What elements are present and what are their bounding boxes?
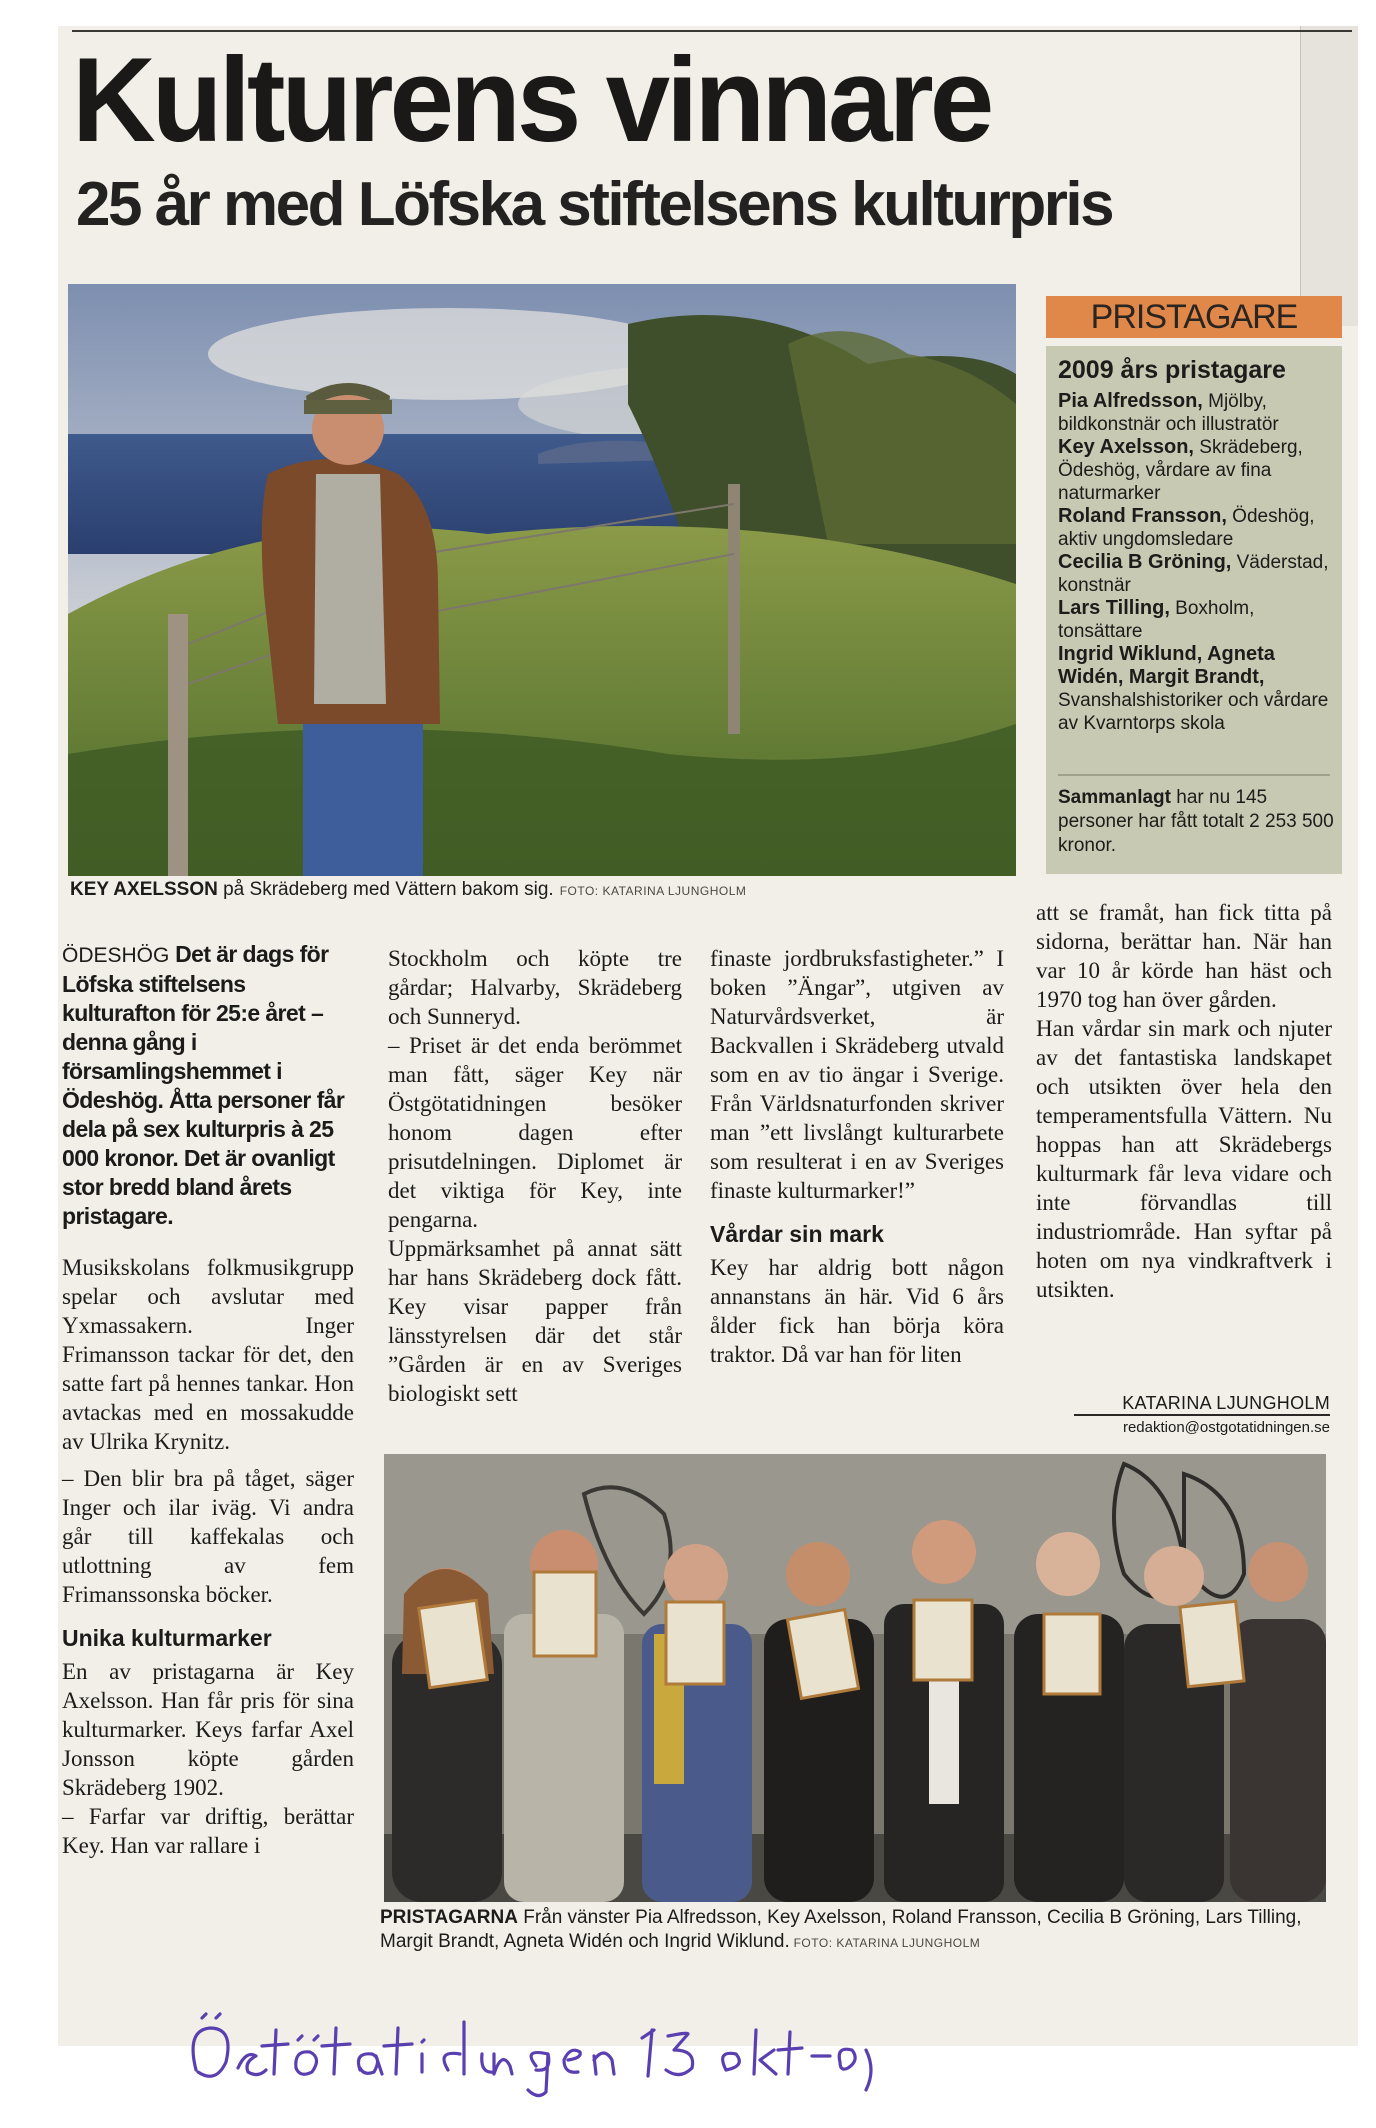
body-paragraph: – Den blir bra på tåget, säger Inger och ilar iväg. Vi andra går till kaffekalas och utlottning av fem Frimanssonska böcker. xyxy=(62,1466,354,1607)
body-paragraph: Musikskolans folkmusikgrupp spelar och avslutar med Yxmassakern. Inger Frimansson tackar för det, den satte fart på hennes tankar. Hon avtackas med en mossakudde av Ulrika Krynitz. xyxy=(62,1255,354,1454)
winner-name: Ingrid Wiklund, Agneta Widén, Margit Brandt, xyxy=(1058,643,1275,688)
winner-entry xyxy=(1058,551,1330,597)
winner-entry xyxy=(1058,436,1330,505)
body-paragraph: finaste jordbruksfastigheter.” I boken ”Ängar”, utgiven av Naturvårdsverket, är Backvallen i Skrädeberg utvald som en av tio ängar i Sverige. Från Världsnaturfonden skriver man ”ett livslångt kulturarbete som resulterat i en av Sveriges finaste kulturmarker!” xyxy=(710,946,1004,1203)
sidebar-title: 2009 års pristagare xyxy=(1058,356,1286,384)
main-caption-lead: KEY AXELSSON xyxy=(70,879,218,900)
article-headline: Kulturens vinnare xyxy=(72,32,991,167)
winner-desc: Väderstad, konstnär xyxy=(1058,552,1329,596)
winner-desc: Mjölby, bildkonstnär och illustratör xyxy=(1058,391,1279,435)
summary-text: har nu 145 personer har fått totalt 2 253 500 kronor. xyxy=(1058,787,1334,856)
sidebar-divider xyxy=(1058,774,1330,776)
ingress-text: Det är dags för Löfska stiftelsens kulturafton för 25:e året – denna gång i församlingshemmet i Ödeshög. Åtta personer får dela på sex kulturpris à 25 000 kronor. Det är ovanligt stor bredd bland årets pristagare. xyxy=(62,941,345,1229)
winner-name: Roland Fransson, xyxy=(1058,505,1227,527)
body-paragraph: Stockholm och köpte tre gårdar; Halvarby, Skrädeberg och Sunneryd. xyxy=(388,946,682,1029)
body-paragraph: att se framåt, han fick titta på sidorna, berättar han. När han var 10 år körde han häst och 1970 tog han över gården. xyxy=(1036,900,1332,1012)
group-photo xyxy=(384,1454,1326,1902)
sidebar-label: PRISTAGARE xyxy=(1046,296,1342,338)
main-photo-caption xyxy=(70,878,1030,903)
sidebar-summary xyxy=(1058,786,1334,858)
article-column-1 xyxy=(62,940,354,1860)
dateline-place: ÖDESHÖG xyxy=(62,944,170,967)
body-paragraph: En av pristagarna är Key Axelsson. Han får pris för sina kulturmarker. Keys farfar Axel Jonsson köpte gården Skrädeberg 1902. xyxy=(62,1659,354,1800)
winner-entry xyxy=(1058,597,1330,643)
group-caption-text: Från vänster Pia Alfredsson, Key Axelsson, Roland Fransson, Cecilia B Gröning, Lars Tilling, Margit Brandt, Agneta Widén och Ingrid Wiklund. xyxy=(380,1907,1302,1952)
group-photo-caption xyxy=(380,1906,1330,1955)
winner-desc: Svanshalshistoriker och vårdare av Kvarntorps skola xyxy=(1058,690,1329,734)
section-heading: Unika kulturmarker xyxy=(62,1625,272,1651)
main-photo-credit: FOTO: KATARINA LJUNGHOLM xyxy=(559,884,747,898)
group-photo-credit: FOTO: KATARINA LJUNGHOLM xyxy=(789,1936,981,1950)
group-caption-lead: PRISTAGARNA xyxy=(380,1907,518,1928)
article-ingress xyxy=(62,940,354,1231)
winner-name: Cecilia B Gröning, xyxy=(1058,551,1232,573)
winner-entry xyxy=(1058,390,1330,436)
body-paragraph: Uppmärksamhet på annat sätt har hans Skrädeberg dock fått. Key visar papper från länsstyrelsen där det står ”Gården är en av Sveriges biologiskt sett xyxy=(388,1236,682,1406)
body-paragraph: – Priset är det enda berömmet man fått, säger Key när Östgötatidningen besöker honom dagen efter prisutdelningen. Diplomet är det viktiga för Key, inte pengarna. xyxy=(388,1033,682,1232)
winner-name: Key Axelsson, xyxy=(1058,436,1194,458)
summary-lead: Sammanlagt xyxy=(1058,787,1171,808)
byline xyxy=(1074,1392,1330,1438)
byline-name: KATARINA LJUNGHOLM xyxy=(1122,1393,1330,1413)
article-subhead: 25 år med Löfska stiftelsens kulturpris xyxy=(76,170,1113,239)
body-paragraph: Han vårdar sin mark och njuter av det fantastiska landskapet och utsikten över hela den temperamentsfulla Vättern. Nu hoppas han att Skrädebergs kulturmark får leva vidare och inte förvandlas till industriområde. Han syftar på hoten om nya vindkraftverk i utsikten. xyxy=(1036,1016,1332,1302)
body-paragraph: – Farfar var driftig, berättar Key. Han var rallare i xyxy=(62,1804,354,1858)
section-heading: Vårdar sin mark xyxy=(710,1221,884,1247)
prize-winners-box xyxy=(1046,346,1342,874)
top-rule xyxy=(72,30,1352,32)
byline-email: redaktion@ostgotatidningen.se xyxy=(1074,1414,1330,1438)
winner-desc: Skrädeberg, Ödeshög, vårdare av fina naturmarker xyxy=(1058,437,1303,504)
article-column-3 xyxy=(710,944,1004,1369)
winner-entry xyxy=(1058,643,1330,735)
winner-desc: Ödeshög, aktiv ungdomsledare xyxy=(1058,506,1315,550)
winner-entry xyxy=(1058,505,1330,551)
main-caption-text: på Skrädeberg med Vättern bakom sig. xyxy=(217,879,554,900)
winner-name: Pia Alfredsson, xyxy=(1058,390,1203,412)
winner-desc: Boxholm, tonsättare xyxy=(1058,598,1255,642)
winner-name: Lars Tilling, xyxy=(1058,597,1170,619)
article-column-2 xyxy=(388,944,682,1408)
handwritten-source-note xyxy=(176,2010,876,2100)
article-column-4 xyxy=(1036,898,1332,1304)
body-paragraph: Key har aldrig bott någon annanstans än här. Vid 6 års ålder fick han börja köra traktor. Då var han för liten xyxy=(710,1255,1004,1367)
main-photo xyxy=(68,284,1016,876)
neighbor-page-edge xyxy=(1300,26,1358,326)
